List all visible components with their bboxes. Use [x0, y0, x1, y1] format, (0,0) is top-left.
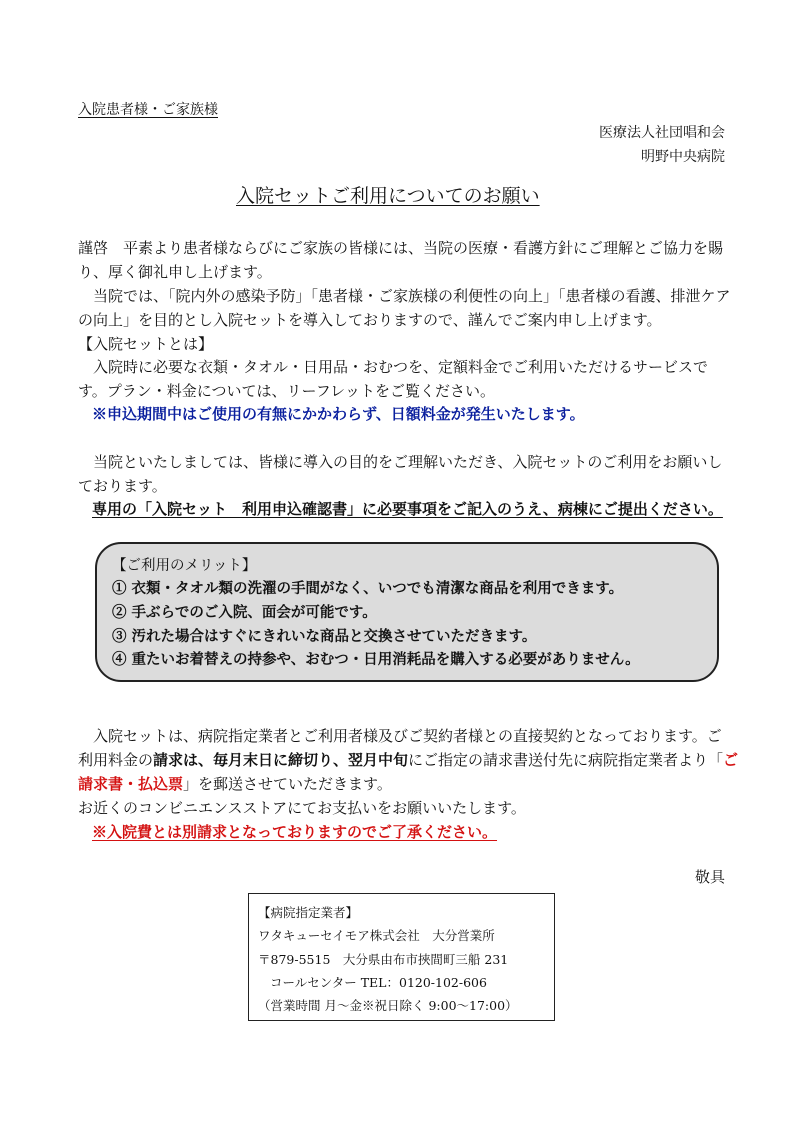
merit-item: ① 衣類・タオル類の洗濯の手間がなく、いつでも清潔な商品を利用できます。 — [112, 580, 624, 597]
merit-item: ④ 重たいお着替えの持参や、おむつ・日用消耗品を購入する必要がありません。 — [112, 651, 640, 668]
billing-line: お近くのコンビニエンスストアにてお支払いをお願いいたします。 — [78, 799, 526, 817]
request-line: ております。 — [78, 477, 167, 495]
contact-phone: コールセンター TEL：0120-102-606 — [270, 975, 487, 990]
about-notice: ※申込期間中はご使用の有無にかかわらず、日額料金が発生いたします。 — [92, 405, 585, 423]
merits-heading: 【ご利用のメリット】 — [112, 558, 257, 574]
request-line: 当院といたしましては、皆様に導入の目的をご理解いただき、入院セットのご利用をお願いし — [78, 453, 723, 471]
billing-text: にご指定の請求書送付先に病院指定業者より「 — [408, 751, 724, 769]
greeting-line: 当院では、「院内外の感染予防」「患者様・ご家族様の利便性の向上」「患者様の看護、排泄ケア — [78, 287, 731, 305]
contact-hours: （営業時間 月～金※祝日除く 9:00～17:00） — [258, 998, 518, 1013]
contact-company: ワタキューセイモア株式会社 大分営業所 — [258, 928, 495, 943]
addressee: 入院患者様・ご家族様 — [78, 102, 218, 118]
about-line: 入院時に必要な衣類・タオル・日用品・おむつを、定額料金でご利用いただけるサービスで — [78, 358, 709, 376]
request-instruction: 専用の「入院セット 利用申込確認書」に必要事項をご記入のうえ、病棟にご提出ください。 — [92, 500, 723, 518]
hospital-name: 明野中央病院 — [641, 149, 725, 165]
about-line: す。プラン・料金については、リーフレットをご覧ください。 — [78, 382, 496, 400]
billing-notice: ※入院費とは別請求となっておりますのでご了承ください。 — [92, 823, 498, 841]
contact-address: 〒879-5515 大分県由布市挾間町三船 231 — [258, 952, 509, 967]
billing-text: 利用料金の — [78, 751, 154, 769]
contact-heading: 【病院指定業者】 — [258, 905, 359, 920]
org-name: 医療法人社団唱和会 — [599, 125, 725, 141]
billing-line: 入院セットは、病院指定業者とご利用者様及びご契約者様との直接契約となっております。ご — [78, 727, 722, 745]
merit-item: ③ 汚れた場合はすぐにきれいな商品と交換させていただきます。 — [112, 628, 537, 645]
billing-emphasis: 請求書・払込票 — [78, 775, 184, 793]
greeting-line: り、厚く御礼申し上げます。 — [78, 263, 272, 281]
closing: 敬具 — [694, 868, 725, 886]
billing-text: 」を郵送させていただきます。 — [183, 775, 392, 793]
greeting-line: 謹啓 平素より患者様ならびにご家族の皆様には、当院の医療・看護方針にご理解とご協力を賜 — [78, 239, 724, 257]
page-title: 入院セットご利用についてのお願い — [236, 185, 540, 207]
billing-emphasis: ご — [723, 751, 739, 769]
billing-emphasis: 請求は、毎月末日に締切り、翌月中旬 — [153, 751, 409, 769]
about-heading: 【入院セットとは】 — [78, 335, 214, 353]
merit-item: ② 手ぶらでのご入院、面会が可能です。 — [112, 604, 377, 621]
billing-line-3 — [78, 773, 392, 794]
billing-line-2 — [78, 749, 738, 770]
greeting-line: の向上」を目的とし入院セットを導入しておりますので、謹んでご案内申し上げます。 — [78, 311, 662, 329]
